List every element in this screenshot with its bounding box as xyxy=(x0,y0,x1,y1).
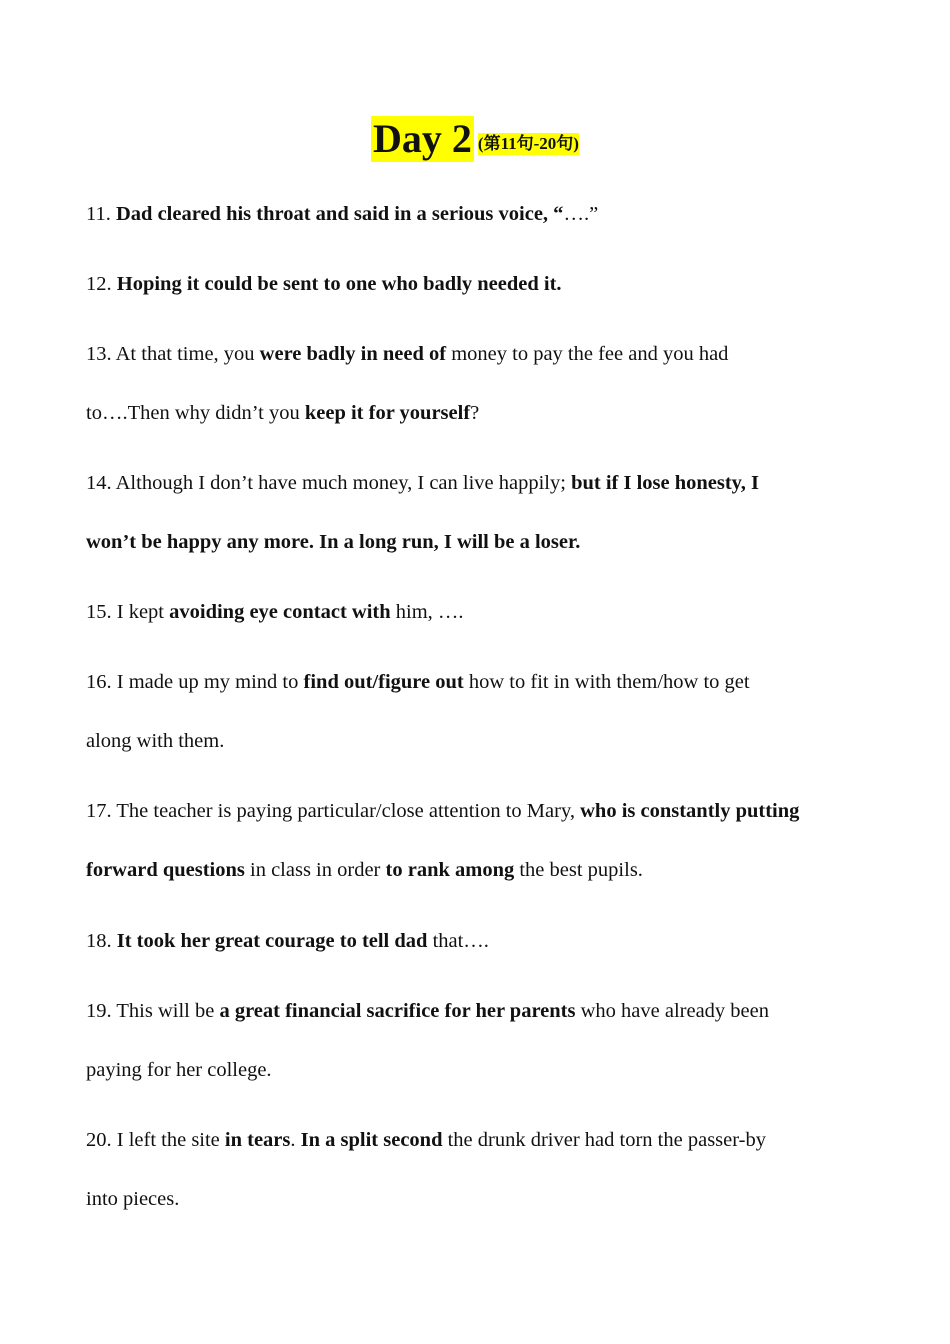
bold-phrase: Dad cleared his throat and said in a serious voice, “ xyxy=(116,203,564,225)
bold-phrase: a great financial sacrifice for her parents xyxy=(219,1000,576,1022)
sentence-line xyxy=(86,999,769,1023)
sentence-line xyxy=(86,799,799,823)
text-run: along with them. xyxy=(86,730,225,752)
text-run: the drunk driver had torn the passer-by xyxy=(442,1129,766,1151)
sentence-line xyxy=(86,471,759,495)
text-run: that…. xyxy=(427,930,489,952)
page-title-main: Day 2 xyxy=(373,116,472,161)
sentence-line xyxy=(86,202,598,226)
sentence-line xyxy=(86,1187,179,1211)
text-run: 11. xyxy=(86,203,116,225)
bold-phrase: were badly in need of xyxy=(259,343,447,365)
page-title-range: (第11句-20句) xyxy=(477,134,579,153)
text-run: into pieces. xyxy=(86,1188,180,1210)
text-run: 20. I left the site xyxy=(86,1129,225,1151)
sentence-line xyxy=(86,1128,766,1152)
text-run: paying for her college. xyxy=(86,1059,272,1081)
text-run: money to pay the fee and you had xyxy=(446,343,729,365)
sentence-line xyxy=(86,858,643,882)
text-run: 18. xyxy=(86,930,117,952)
bold-phrase: but if I lose honesty, I xyxy=(571,472,760,494)
bold-phrase: It took her great courage to tell dad xyxy=(116,930,428,952)
bold-phrase: in tears xyxy=(224,1129,291,1151)
text-run: 14. Although I don’t have much money, I can live happily; xyxy=(86,472,572,494)
bold-phrase: won’t be happy any more. In a long run, I will be a loser. xyxy=(86,531,581,553)
text-run: . xyxy=(290,1129,301,1151)
text-run: 13. At that time, you xyxy=(86,343,260,365)
text-run: 15. I kept xyxy=(86,601,170,623)
text-run: how to fit in with them/how to get xyxy=(463,671,750,693)
text-run: 17. The teacher is paying particular/close attention to Mary, xyxy=(86,800,581,822)
sentence-line xyxy=(86,929,489,953)
page-title xyxy=(0,116,950,162)
sentence-line xyxy=(86,342,728,366)
bold-phrase: avoiding eye contact with xyxy=(169,601,391,623)
text-run: in class in order xyxy=(244,859,386,881)
bold-phrase: who is constantly putting xyxy=(580,800,800,822)
text-run: 19. This will be xyxy=(86,1000,220,1022)
bold-phrase: find out/figure out xyxy=(303,671,464,693)
text-run: him, …. xyxy=(390,601,464,623)
bold-phrase: forward questions xyxy=(86,859,245,881)
sentence-line xyxy=(86,401,479,425)
text-run: 16. I made up my mind to xyxy=(86,671,304,693)
sentence-line xyxy=(86,670,750,694)
sentence-line xyxy=(86,1058,272,1082)
text-run: 12. xyxy=(86,273,117,295)
bold-phrase: In a split second xyxy=(300,1129,443,1151)
text-run: ? xyxy=(470,402,480,424)
sentence-line xyxy=(86,600,464,624)
sentence-line xyxy=(86,272,562,296)
bold-phrase: keep it for yourself xyxy=(304,402,471,424)
sentence-line xyxy=(86,530,580,554)
text-run: the best pupils. xyxy=(514,859,643,881)
bold-phrase: Hoping it could be sent to one who badly needed it. xyxy=(116,273,562,295)
text-run: who have already been xyxy=(575,1000,770,1022)
text-run: ….” xyxy=(563,203,599,225)
text-run: to….Then why didn’t you xyxy=(86,402,305,424)
bold-phrase: to rank among xyxy=(385,859,515,881)
sentence-line xyxy=(86,729,224,753)
